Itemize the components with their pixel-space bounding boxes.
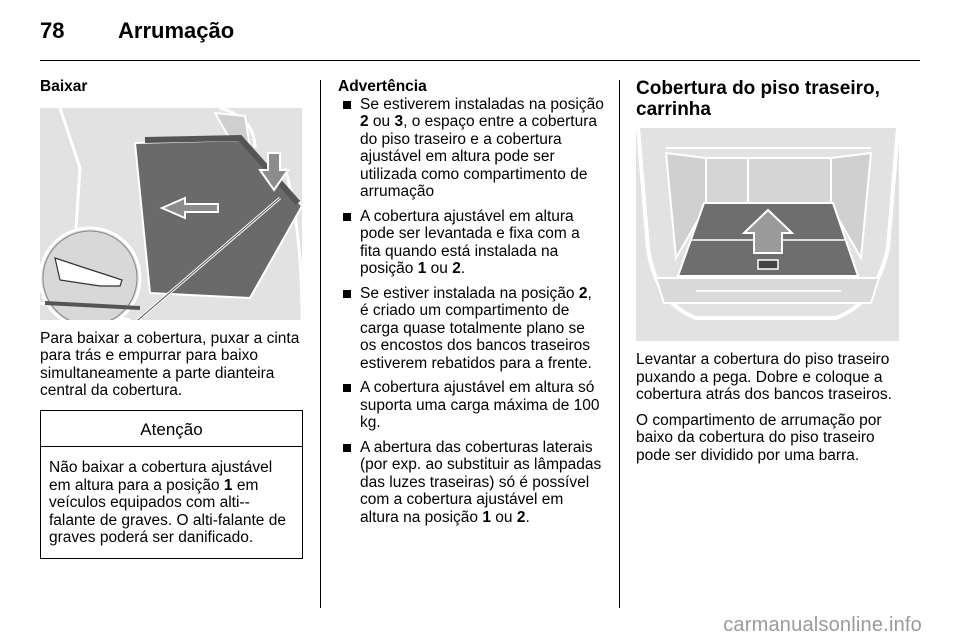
bullet-square-icon — [343, 213, 351, 221]
chapter-title: Arrumação — [118, 18, 235, 43]
floor-cover-instructions: Levantar a cobertura do piso traseiro puxando a pega. Dobre e coloque a cobertura atrás dos bancos traseiros. — [636, 351, 892, 403]
column-divider-2 — [619, 80, 620, 608]
page-header — [40, 18, 920, 58]
section-heading-baixar: Baixar — [40, 78, 88, 95]
warning-bullet-item: A abertura das coberturas laterais (por exp. ao substituir as lâmpadas das luzes traseiras) só é possível com a cobertura ajustável em altura na posição 1 ou 2. — [338, 439, 604, 527]
column-divider-1 — [320, 80, 321, 608]
rear-floor-cover-drawing — [636, 128, 899, 341]
warning-bullet-item: Se estiverem instaladas na posição 2 ou 3, o espaço entre a cobertura do piso traseiro e a cobertura ajustável em altura pode ser utilizada como compartimento de arrumação — [338, 96, 604, 201]
caution-text: Não baixar a cobertura ajustável em altura para a posição 1 em veículos equipados com alti--falante de graves. O alti-falante de graves poderá ser danificado. — [49, 459, 286, 546]
cargo-cover-lowering-illustration — [40, 108, 302, 320]
warning-bullet-item: A cobertura ajustável em altura só suporta uma carga máxima de 100 kg. — [338, 379, 604, 432]
caution-title: Atenção — [41, 411, 302, 448]
site-watermark: carmanualsonline.info — [723, 614, 922, 636]
section-heading-floor-cover: Cobertura do piso traseiro, carrinha — [636, 78, 880, 120]
section-heading-advertencia: Advertência — [338, 78, 427, 95]
header-rule — [40, 60, 920, 61]
bullet-square-icon — [343, 101, 351, 109]
warning-list — [338, 96, 604, 527]
cargo-cover-lowering-drawing — [40, 108, 302, 320]
caution-notice — [40, 410, 303, 559]
column-1 — [40, 78, 303, 559]
column-3 — [636, 78, 901, 464]
warning-bullet-item: A cobertura ajustável em altura pode ser levantada e fixa com a fita quando está instalada na posição 1 ou 2. — [338, 208, 604, 278]
bullet-square-icon — [343, 290, 351, 298]
bullet-square-icon — [343, 384, 351, 392]
lowering-instructions: Para baixar a cobertura, puxar a cinta para trás e empurrar para baixo simultaneamente a parte dianteira central da cobertura. — [40, 329, 300, 399]
page-number: 78 — [40, 18, 65, 43]
column-2 — [338, 78, 604, 533]
warning-bullet-item: Se estiver instalada na posição 2, é criado um compartimento de carga quase totalmente plano se os encostos dos bancos traseiros estiverem rebatidos para a frente. — [338, 285, 604, 373]
rear-floor-cover-illustration — [636, 128, 899, 341]
bullet-square-icon — [343, 444, 351, 452]
storage-divider-note: O compartimento de arrumação por baixo da cobertura do piso traseiro pode ser dividido por uma barra. — [636, 411, 882, 464]
